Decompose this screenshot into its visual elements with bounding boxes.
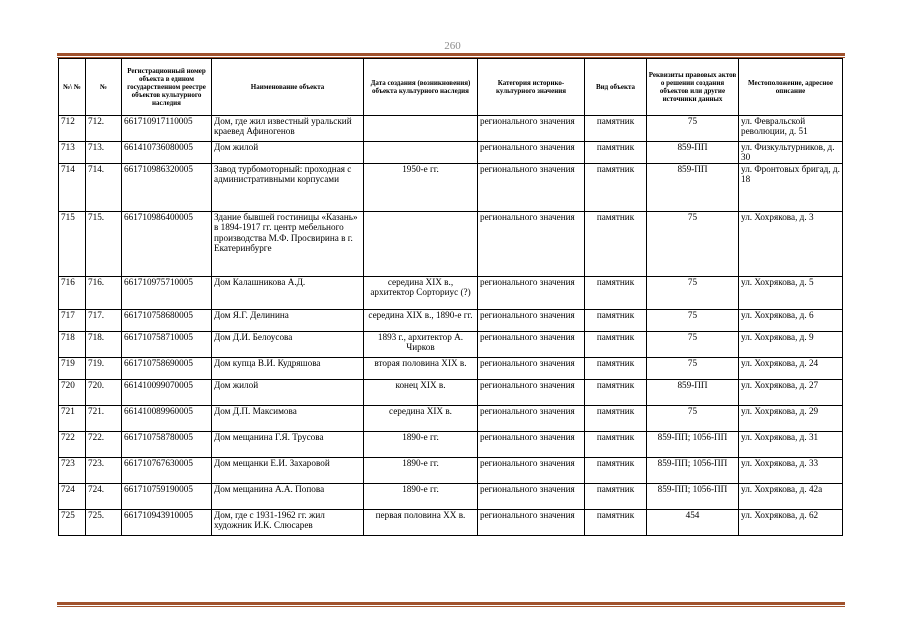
address-cell: ул. Физкультурников, д. 30 [739,142,843,164]
table-row [59,116,843,142]
legal-acts-cell: 75 [647,310,739,332]
object-name-cell: Дом мещанина Г.Я. Трусова [212,432,364,458]
category-cell: регионального значения [478,212,585,277]
address-cell: ул. Хохрякова, д. 42а [739,484,843,510]
creation-date-cell: середина XIX в. [364,406,478,432]
object-type-cell: памятник [585,332,647,358]
legal-acts-cell: 859-ПП [647,142,739,164]
row-number-cell: 719. [86,358,122,380]
row-number-cell: 716. [86,277,122,310]
legal-acts-cell: 75 [647,358,739,380]
row-index-cell: 719 [59,358,86,380]
registration-number-cell: 661710758690005 [122,358,212,380]
object-name-cell: Дом мещанина А.А. Попова [212,484,364,510]
registration-number-cell: 661710767630005 [122,458,212,484]
table-row [59,510,843,536]
object-type-cell: памятник [585,406,647,432]
registration-number-cell: 661710758780005 [122,432,212,458]
legal-acts-cell: 454 [647,510,739,536]
row-number-cell: 712. [86,116,122,142]
registration-number-cell: 661710986400005 [122,212,212,277]
row-index-cell: 717 [59,310,86,332]
legal-acts-cell: 859-ПП; 1056-ПП [647,432,739,458]
object-name-cell: Дом жилой [212,380,364,406]
row-index-cell: 718 [59,332,86,358]
table-row [59,277,843,310]
address-cell: ул. Хохрякова, д. 3 [739,212,843,277]
row-index-cell: 716 [59,277,86,310]
row-index-cell: 723 [59,458,86,484]
object-name-cell: Дом Д.П. Максимова [212,406,364,432]
creation-date-cell: первая половина XX в. [364,510,478,536]
category-cell: регионального значения [478,116,585,142]
address-cell: ул. Хохрякова, д. 5 [739,277,843,310]
table-row [59,484,843,510]
registration-number-cell: 661710917110005 [122,116,212,142]
table-row [59,310,843,332]
creation-date-cell [364,116,478,142]
registration-number-cell: 661710975710005 [122,277,212,310]
row-index-cell: 720 [59,380,86,406]
row-number-cell: 718. [86,332,122,358]
legal-acts-cell: 859-ПП; 1056-ПП [647,458,739,484]
registration-number-cell: 661710758710005 [122,332,212,358]
registration-number-cell: 661710943910005 [122,510,212,536]
registration-number-cell: 661410099070005 [122,380,212,406]
header-cell: Категория историко-культурного значения [478,59,585,116]
registration-number-cell: 661410736080005 [122,142,212,164]
object-name-cell: Дом мещанки Е.И. Захаровой [212,458,364,484]
object-type-cell: памятник [585,432,647,458]
legal-acts-cell: 75 [647,116,739,142]
category-cell: регионального значения [478,332,585,358]
object-type-cell: памятник [585,116,647,142]
table-row [59,406,843,432]
legal-acts-cell: 75 [647,332,739,358]
row-number-cell: 725. [86,510,122,536]
creation-date-cell: 1950-е гг. [364,164,478,212]
object-type-cell: памятник [585,142,647,164]
address-cell: ул. Хохрякова, д. 31 [739,432,843,458]
header-cell: Реквизиты правовых актов о решении создания объектов или другие источники данных [647,59,739,116]
table-header-row [59,59,843,116]
object-name-cell: Дом Я.Г. Делинина [212,310,364,332]
row-number-cell: 722. [86,432,122,458]
header-cell: Местоположение, адресное описание [739,59,843,116]
row-number-cell: 720. [86,380,122,406]
category-cell: регионального значения [478,380,585,406]
table-body [59,116,843,536]
address-cell: ул. Хохрякова, д. 62 [739,510,843,536]
table-row [59,358,843,380]
creation-date-cell: 1893 г., архитектор А. Чирков [364,332,478,358]
category-cell: регионального значения [478,277,585,310]
legal-acts-cell: 859-ПП [647,380,739,406]
object-name-cell: Дом жилой [212,142,364,164]
registration-number-cell: 661710986320005 [122,164,212,212]
creation-date-cell: 1890-е гг. [364,432,478,458]
page-number: 260 [444,40,461,52]
header-cell: Дата создания (возникновения) объекта культурного наследия [364,59,478,116]
address-cell: ул. Февральской революции, д. 51 [739,116,843,142]
address-cell: ул. Хохрякова, д. 6 [739,310,843,332]
row-index-cell: 712 [59,116,86,142]
legal-acts-cell: 859-ПП [647,164,739,212]
registration-number-cell: 661710758680005 [122,310,212,332]
legal-acts-cell: 75 [647,212,739,277]
object-name-cell: Дом Калашникова А.Д. [212,277,364,310]
row-number-cell: 715. [86,212,122,277]
table-row [59,458,843,484]
object-name-cell: Здание бывшей гостиницы «Казань» в 1894-1917 гг. центр мебельного производства М.Ф. Просвирина в г. Екатеринбурге [212,212,364,277]
header-cell: № [86,59,122,116]
creation-date-cell: 1890-е гг. [364,458,478,484]
object-type-cell: памятник [585,277,647,310]
address-cell: ул. Хохрякова, д. 9 [739,332,843,358]
registration-number-cell: 661710759190005 [122,484,212,510]
legal-acts-cell: 859-ПП; 1056-ПП [647,484,739,510]
row-index-cell: 721 [59,406,86,432]
address-cell: ул. Хохрякова, д. 27 [739,380,843,406]
category-cell: регионального значения [478,458,585,484]
object-type-cell: памятник [585,510,647,536]
object-type-cell: памятник [585,358,647,380]
object-name-cell: Дом, где жил известный уральский краевед Афиногенов [212,116,364,142]
row-number-cell: 723. [86,458,122,484]
object-type-cell: памятник [585,164,647,212]
table-row [59,164,843,212]
creation-date-cell: вторая половина XIX в. [364,358,478,380]
row-number-cell: 713. [86,142,122,164]
category-cell: регионального значения [478,310,585,332]
header-cell: Регистрационный номер объекта в едином государственном реестре объектов культурного наследия [122,59,212,116]
row-index-cell: 725 [59,510,86,536]
table-row [59,142,843,164]
bottom-divider [57,602,845,607]
row-number-cell: 717. [86,310,122,332]
table-row [59,332,843,358]
object-name-cell: Дом Д.И. Белоусова [212,332,364,358]
header-cell: Наименование объекта [212,59,364,116]
category-cell: регионального значения [478,164,585,212]
address-cell: ул. Хохрякова, д. 24 [739,358,843,380]
category-cell: регионального значения [478,510,585,536]
object-name-cell: Дом купца В.И. Кудряшова [212,358,364,380]
object-type-cell: памятник [585,380,647,406]
creation-date-cell: конец XIX в. [364,380,478,406]
object-type-cell: памятник [585,458,647,484]
object-type-cell: памятник [585,484,647,510]
address-cell: ул. Хохрякова, д. 29 [739,406,843,432]
registration-number-cell: 661410089960005 [122,406,212,432]
creation-date-cell: середина XIX в., архитектор Сорториус (?) [364,277,478,310]
address-cell: ул. Хохрякова, д. 33 [739,458,843,484]
creation-date-cell: середина XIX в., 1890-е гг. [364,310,478,332]
row-index-cell: 713 [59,142,86,164]
row-index-cell: 722 [59,432,86,458]
object-type-cell: памятник [585,212,647,277]
row-index-cell: 715 [59,212,86,277]
row-number-cell: 724. [86,484,122,510]
object-name-cell: Дом, где с 1931-1962 гг. жил художник И.К. Слюсарев [212,510,364,536]
category-cell: регионального значения [478,406,585,432]
object-type-cell: памятник [585,310,647,332]
legal-acts-cell: 75 [647,406,739,432]
row-index-cell: 714 [59,164,86,212]
creation-date-cell: 1890-е гг. [364,484,478,510]
creation-date-cell [364,212,478,277]
category-cell: регионального значения [478,142,585,164]
legal-acts-cell: 75 [647,277,739,310]
table-row [59,380,843,406]
row-number-cell: 714. [86,164,122,212]
category-cell: регионального значения [478,484,585,510]
row-index-cell: 724 [59,484,86,510]
category-cell: регионального значения [478,432,585,458]
heritage-registry-table [58,58,843,536]
row-number-cell: 721. [86,406,122,432]
table-row [59,432,843,458]
address-cell: ул. Фронтовых бригад, д. 18 [739,164,843,212]
category-cell: регионального значения [478,358,585,380]
object-name-cell: Завод турбомоторный: проходная с административными корпусами [212,164,364,212]
header-cell: №\ № [59,59,86,116]
header-cell: Вид объекта [585,59,647,116]
creation-date-cell [364,142,478,164]
table-row [59,212,843,277]
